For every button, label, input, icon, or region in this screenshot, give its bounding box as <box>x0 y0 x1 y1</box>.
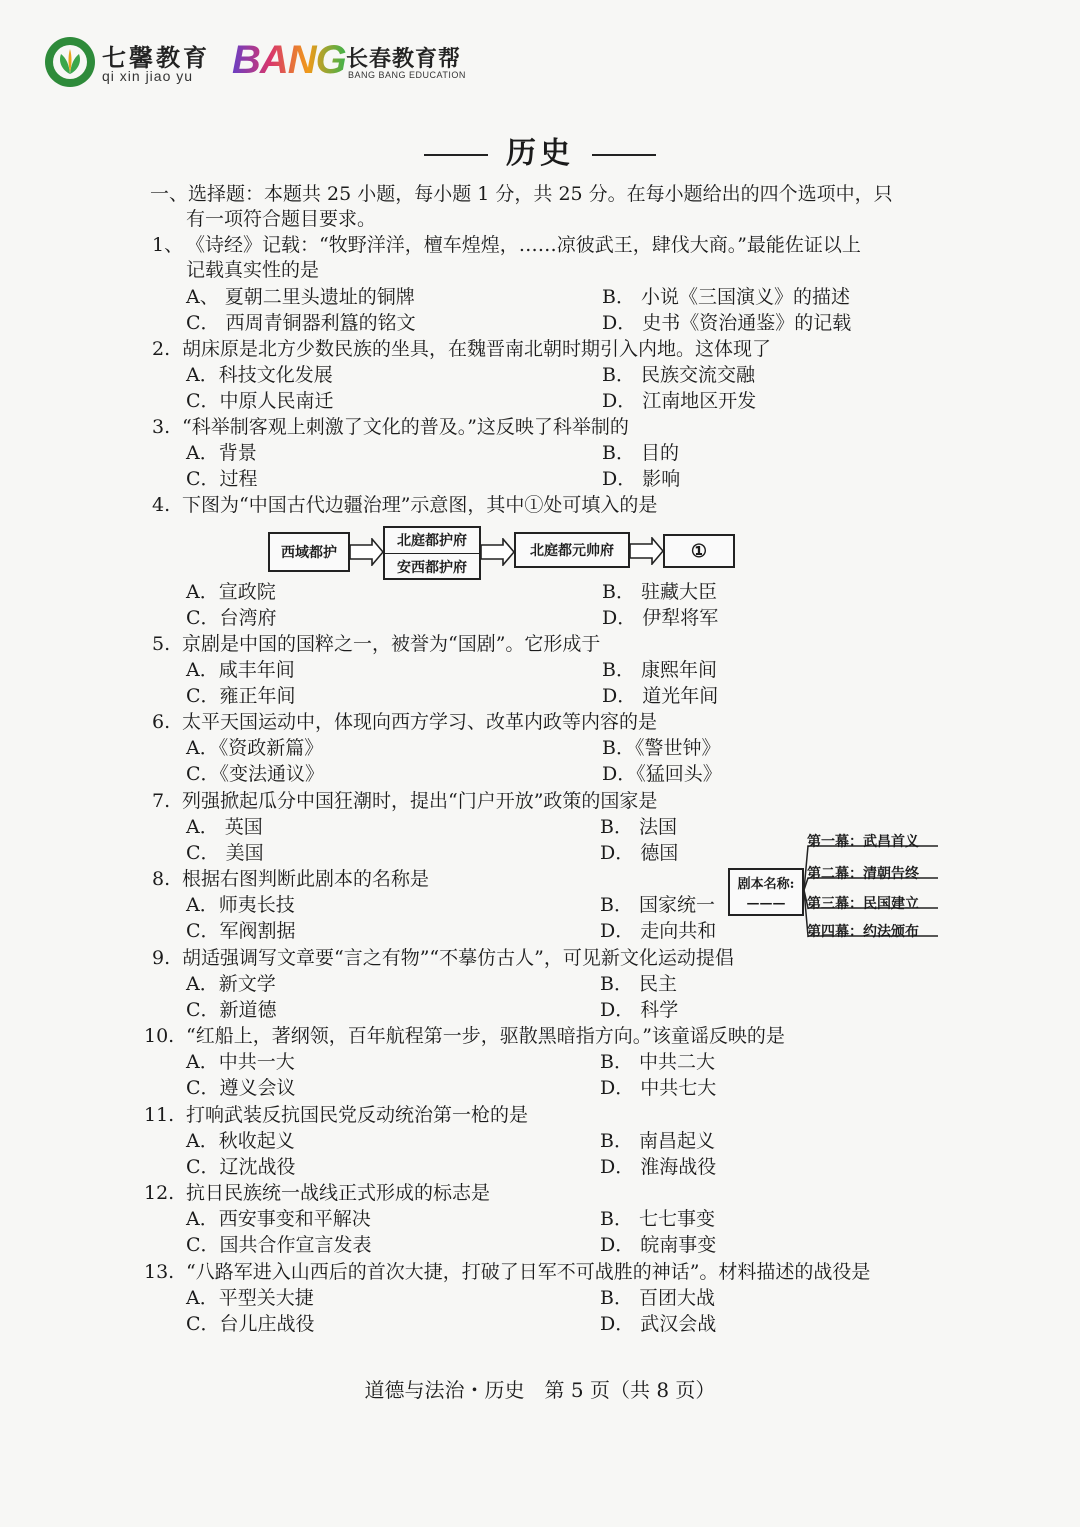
play-act: 第四幕：约法颁布 <box>807 924 919 940</box>
option-d: D． 德国 <box>600 842 679 864</box>
question-stem: “八路军进入山西后的首次大捷，打破了日军不可战胜的神话”。材料描述的战役是 <box>186 1261 871 1283</box>
option-b: B． 小说《三国演义》的描述 <box>602 286 851 308</box>
option-d: D． 皖南事变 <box>600 1234 717 1256</box>
arrow-right-icon <box>630 537 664 565</box>
play-name-blank: ——— <box>746 896 786 911</box>
diagram-box-blank-1: ① <box>663 534 735 568</box>
option-a: A．中共一大 <box>186 1051 295 1073</box>
option-d: D． 武汉会战 <box>600 1313 717 1335</box>
option-c: C． 美国 <box>186 842 264 864</box>
option-b: B． 国家统一 <box>600 894 716 916</box>
option-c: C．国共合作宣言发表 <box>186 1234 372 1256</box>
question-stem: 胡床原是北方少数民族的坐具，在魏晋南北朝时期引入内地。这体现了 <box>182 338 772 360</box>
option-b: B． 百团大战 <box>600 1287 716 1309</box>
question-number: 4. <box>152 494 171 516</box>
option-b: B． 七七事变 <box>600 1208 716 1230</box>
play-name-box <box>728 868 804 916</box>
option-a: A．宣政院 <box>186 581 276 603</box>
question-number: 9. <box>152 947 171 969</box>
title-rule-right <box>592 154 656 156</box>
question-number: 11. <box>144 1104 175 1126</box>
diagram-box-beiting: 北庭都护府 <box>385 530 479 554</box>
question-stem: 太平天国运动中，体现向西方学习、改革内政等内容的是 <box>182 711 658 733</box>
option-d: D． 伊犁将军 <box>602 607 719 629</box>
play-act: 第一幕：武昌首义 <box>807 834 919 850</box>
option-c: C．中原人民南迁 <box>186 390 334 412</box>
option-a: A．秋收起义 <box>186 1130 295 1152</box>
option-c: C．过程 <box>186 468 258 490</box>
question-stem: 根据右图判断此剧本的名称是 <box>182 868 430 890</box>
section-heading-line1: 一、选择题：本题共 25 小题，每小题 1 分，共 25 分。在每小题给出的四个选项中，只 <box>150 183 893 205</box>
option-a: A．师夷长技 <box>186 894 295 916</box>
question-stem: 下图为“中国古代边疆治理”示意图，其中①处可填入的是 <box>182 494 658 516</box>
option-b: B．《警世钟》 <box>602 737 721 759</box>
option-c: C． 西周青铜器利簋的铭文 <box>186 312 416 334</box>
question-number: 7. <box>152 790 171 812</box>
option-c: C．台湾府 <box>186 607 277 629</box>
option-d: D． 走向共和 <box>600 920 717 942</box>
option-a: A．科技文化发展 <box>186 364 333 386</box>
option-a: A．《资政新篇》 <box>186 737 324 759</box>
option-b: B． 目的 <box>602 442 680 464</box>
question-stem: 打响武装反抗国民党反动统治第一枪的是 <box>186 1104 529 1126</box>
option-c: C．《变法通议》 <box>186 763 325 785</box>
qixin-brand-pinyin: qi xin jiao yu <box>102 68 194 84</box>
option-a: A．新文学 <box>186 973 276 995</box>
question-stem: 京剧是中国的国粹之一，被誉为“国剧”。它形成于 <box>182 633 601 655</box>
page-footer: 道德与法治・历史 第 5 页（共 8 页） <box>364 1378 716 1402</box>
question-stem: “红船上，著纲领，百年航程第一步，驱散黑暗指方向。”该童谣反映的是 <box>186 1025 785 1047</box>
question-stem: 《诗经》记载：“牧野洋洋，檀车煌煌，……凉彼武王，肆伐大商。”最能佐证以上 <box>186 234 861 256</box>
question-number: 2. <box>152 338 171 360</box>
option-d: D． 道光年间 <box>602 685 719 707</box>
question-stem: 记载真实性的是 <box>186 259 320 281</box>
play-act: 第二幕：清朝告终 <box>807 866 919 882</box>
question-number: 1、 <box>152 234 184 256</box>
question-stem: 抗日民族统一战线正式形成的标志是 <box>186 1182 491 1204</box>
option-a: A．咸丰年间 <box>186 659 295 681</box>
option-d: D． 江南地区开发 <box>602 390 757 412</box>
question-number: 10. <box>144 1025 175 1047</box>
title-text: 历史 <box>506 136 574 171</box>
bang-logo-text: BANG <box>232 38 346 82</box>
option-d: D． 科学 <box>600 999 679 1021</box>
diagram-box-anxi: 安西都护府 <box>397 559 467 576</box>
diagram-box-beiting-anxi <box>383 526 481 580</box>
question-number: 5. <box>152 633 171 655</box>
question-number: 8. <box>152 868 171 890</box>
option-c: C．雍正年间 <box>186 685 296 707</box>
option-a: A．西安事变和平解决 <box>186 1208 371 1230</box>
option-b: B． 民主 <box>600 973 678 995</box>
option-c: C．军阀割据 <box>186 920 296 942</box>
option-b: B． 法国 <box>600 816 678 838</box>
play-act: 第三幕：民国建立 <box>807 896 919 912</box>
question-number: 3. <box>152 416 171 438</box>
arrow-right-icon <box>350 538 384 566</box>
bang-logo <box>232 38 346 83</box>
changchun-brand-cn: 长春教育帮 <box>346 46 462 72</box>
question-number: 13. <box>144 1261 175 1283</box>
qixin-logo-icon <box>44 36 96 88</box>
option-c: C．新道德 <box>186 999 277 1021</box>
option-b: B． 南昌起义 <box>600 1130 716 1152</box>
play-name-label: 剧本名称: <box>737 877 795 892</box>
header-logos <box>40 34 500 94</box>
option-a: A． 英国 <box>186 816 263 838</box>
page-title <box>0 128 1080 172</box>
option-a: A．背景 <box>186 442 257 464</box>
question-number: 12. <box>144 1182 175 1204</box>
diagram-box-beiting-yuanshuai: 北庭都元帅府 <box>514 532 630 568</box>
option-d: D． 史书《资治通鉴》的记载 <box>602 312 852 334</box>
option-b: B． 驻藏大臣 <box>602 581 718 603</box>
qixin-brand-cn: 七馨教育 <box>102 43 210 72</box>
diagram-box-xiyu: 西域都护 <box>268 532 350 572</box>
question-stem: “科举制客观上刺激了文化的普及。”这反映了科举制的 <box>182 416 629 438</box>
option-b: B． 康熙年间 <box>602 659 718 681</box>
arrow-right-icon <box>481 538 515 566</box>
section-heading-line2: 有一项符合题目要求。 <box>186 208 377 230</box>
option-d: D． 影响 <box>602 468 681 490</box>
option-a: A．平型关大捷 <box>186 1287 314 1309</box>
option-d: D． 淮海战役 <box>600 1156 717 1178</box>
question-stem: 列强掀起瓜分中国狂潮时，提出“门户开放”政策的国家是 <box>182 790 658 812</box>
question-stem: 胡适强调写文章要“言之有物”“不摹仿古人”，可见新文化运动提倡 <box>182 947 734 969</box>
option-b: B． 民族交流交融 <box>602 364 756 386</box>
option-a: A、 夏朝二里头遗址的铜牌 <box>186 286 415 308</box>
title-rule-left <box>424 154 488 156</box>
option-d: D． 中共七大 <box>600 1077 717 1099</box>
option-b: B． 中共二大 <box>600 1051 716 1073</box>
option-c: C．辽沈战役 <box>186 1156 296 1178</box>
option-c: C．遵义会议 <box>186 1077 296 1099</box>
option-d: D．《猛回头》 <box>602 763 722 785</box>
changchun-brand-en: BANG BANG EDUCATION <box>348 70 466 80</box>
option-c: C．台儿庄战役 <box>186 1313 315 1335</box>
question-number: 6. <box>152 711 171 733</box>
